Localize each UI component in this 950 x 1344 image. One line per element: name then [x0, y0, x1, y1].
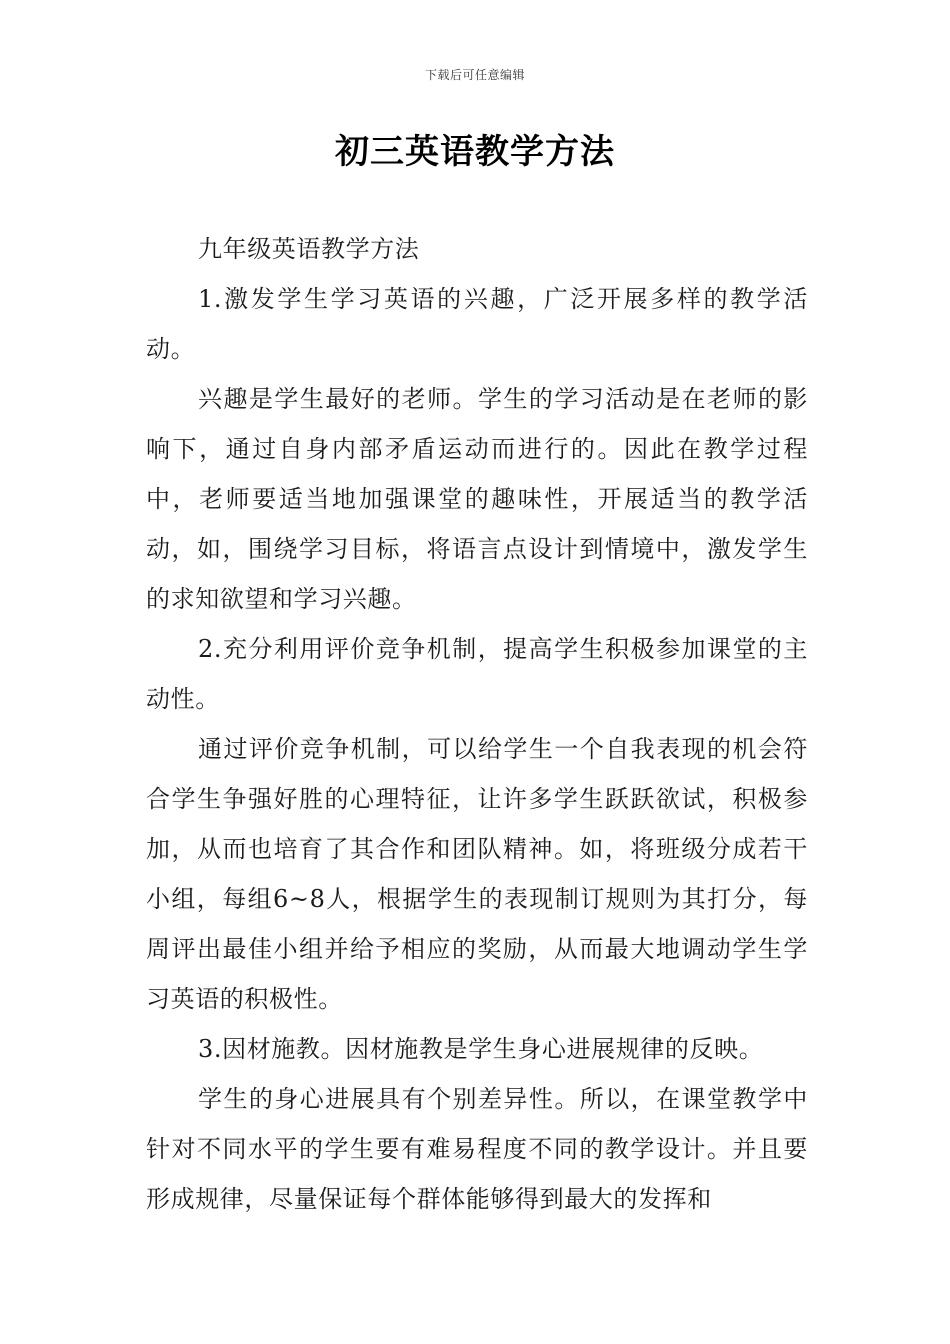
paragraph-point-2: 2.充分利用评价竞争机制，提高学生积极参加课堂的主动性。 [146, 635, 808, 713]
paragraph-point-1: 1.激发学生学习英语的兴趣，广泛开展多样的教学活动。 [146, 285, 808, 363]
paragraph-subtitle: 九年级英语教学方法 [198, 235, 420, 263]
paragraph-point-1-detail: 兴趣是学生最好的老师。学生的学习活动是在老师的影响下，通过自身内部矛盾运动而进行的。因此在教学过程中，老师要适当地加强课堂的趣味性，开展适当的教学活动，如，围绕学习目标，将语言点设计到情境中，激发学生的求知欲望和学习兴趣。 [146, 385, 808, 613]
document-title: 初三英语教学方法 [335, 132, 615, 172]
paragraph-point-3: 3.因材施教。因材施教是学生身心进展规律的反映。 [198, 1035, 764, 1063]
paragraph-point-2-detail: 通过评价竞争机制，可以给学生一个自我表现的机会符合学生争强好胜的心理特征，让许多学生跃跃欲试，积极参加，从而也培育了其合作和团队精神。如，将班级分成若干小组，每组6~8人，根据学生的表现制订规则为其打分，每周评出最佳小组并给予相应的奖励，从而最大地调动学生学习英语的积极性。 [146, 735, 808, 1013]
paragraph-point-3-detail: 学生的身心进展具有个别差异性。所以，在课堂教学中针对不同水平的学生要有难易程度不同的教学设计。并且要形成规律，尽量保证每个群体能够得到最大的发挥和 [146, 1085, 808, 1213]
document-body [146, 224, 808, 1224]
header-note: 下载后可任意编辑 [424, 68, 525, 82]
